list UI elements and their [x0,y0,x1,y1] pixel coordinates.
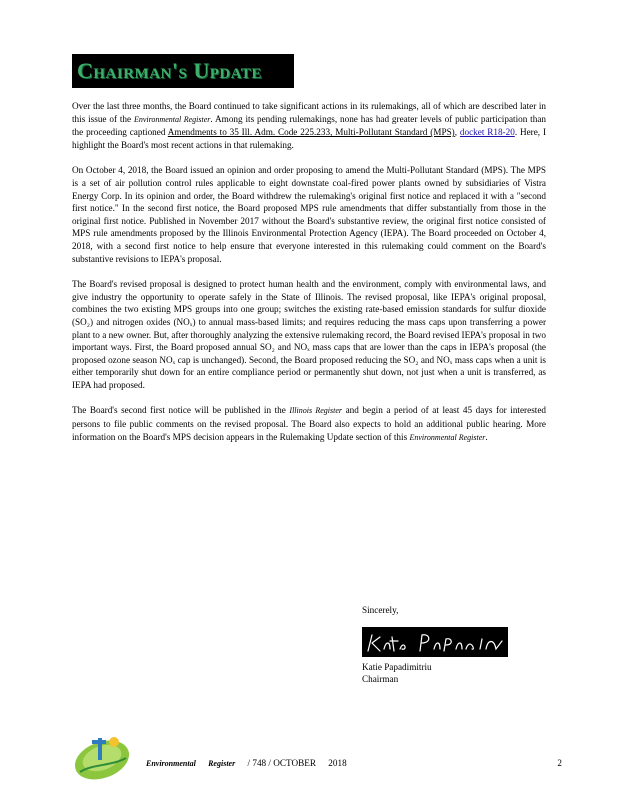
signature-image [362,627,508,657]
p4-text-b: and begin a period of at least 45 days for interested persons to file public comments on the revised proposal. The Board also expects to hold an additional public hearing. More information on the Board's MPS decision appears in the Rulemaking Update section of this [72,405,546,442]
p4-text-c: . [485,431,488,442]
footer-issue: / 748 / OCTOBER [247,758,316,768]
p4-illinois-register: Illinois Register [289,406,343,416]
handwritten-signature-icon [362,627,508,657]
paragraph-4 [72,404,546,444]
paragraph-1 [72,100,546,151]
docket-link[interactable]: docket R18-20 [459,127,515,138]
amendments-caption: Amendments to 35 Ill. Adm. Code 225.233, Multi-Pollutant Standard (MPS) [167,127,455,138]
page-title: Chairman's Update [77,58,262,83]
paragraph-3: The Board's revised proposal is designed to protect human health and the environment, comply with environmental laws, and give industry the opportunity to operate safely in the State of Illinois. The revised proposal, like IEPA's original proposal, combines the two existing MPS groups into one group; switches the existing rate-based emission standards for sulfur dioxide (SO₂) and nitrogen oxides (NOₓ) to annual mass-based limits; and requires reducing the mass caps upon transferring a power plant to a new owner. But, after thoroughly analyzing the extensive rulemaking record, the Board revised IEPA's proposal in two important ways. First, the Board proposed annual SO₂ and NOₓ mass caps that are lower than the caps in IEPA's proposal (the proposed ozone season NOₓ cap is unchanged). Second, the Board proposed reducing the SO₂ and NOₓ mass caps when a unit is either temporarily shut down for an entire compliance period or permanently shut down, not just when a unit is transferred, as IEPA had proposed. [72,279,546,390]
page-footer [72,728,562,778]
signature-block [362,604,562,686]
footer-publication: Environmental [146,759,196,768]
paragraph-2: On October 4, 2018, the Board issued an opinion and order proposing to amend the Multi-Pollutant Standard (MPS). The MPS is a set of air pollution control rules applicable to eight downstate coal-fired power plants owned by subsidiaries of Vistra Energy Corp. In its opinion and order, the Board withdrew the rulemaking's original first notice and replaced it with a "second first notice." In the second first notice, the Board proposed MPS rule amendments that differ substantially from those in the original first notice. Published in November 2017 without the Board's substantive review, the original first notice consisted of MPS rule amendments proposed by the Illinois Environmental Protection Agency (IEPA). The Board proceeded on October 4, 2018, with a second first notice to help ensure that everyone interested in this rulemaking could comment on the Board's substantive revisions to IEPA's proposal. [72,165,546,264]
environmental-register-logo-icon [72,728,142,782]
p1-publication-name: Environmental Register [133,114,211,124]
signer-role: Chairman [362,674,399,685]
page-number: 2 [557,758,562,768]
p1-text-d: . Here, I highlight the Board's most recent actions in that rulemaking. [72,127,547,150]
signer-name: Katie Papadimitriu [362,661,432,672]
footer-publication-line [146,758,357,768]
footer-year: 2018 [328,758,347,768]
chairmans-update-banner [72,54,294,88]
p1-text-a: Over the last three months, the Board continued to take significant actions in its rulemakings, all of which are described later in this issue of the [72,101,546,124]
p4-environmental-register: Environmental Register [409,432,486,442]
p4-text-a: The Board's second first notice will be published in the [72,405,290,416]
p1-text-c: , [454,127,460,138]
p1-text-b: . Among its pending rulemakings, none has had greater levels of public participation than the proceeding captioned [72,113,546,138]
article-body [72,100,546,457]
footer-register: Register [208,759,236,768]
salutation: Sincerely, [362,605,399,615]
